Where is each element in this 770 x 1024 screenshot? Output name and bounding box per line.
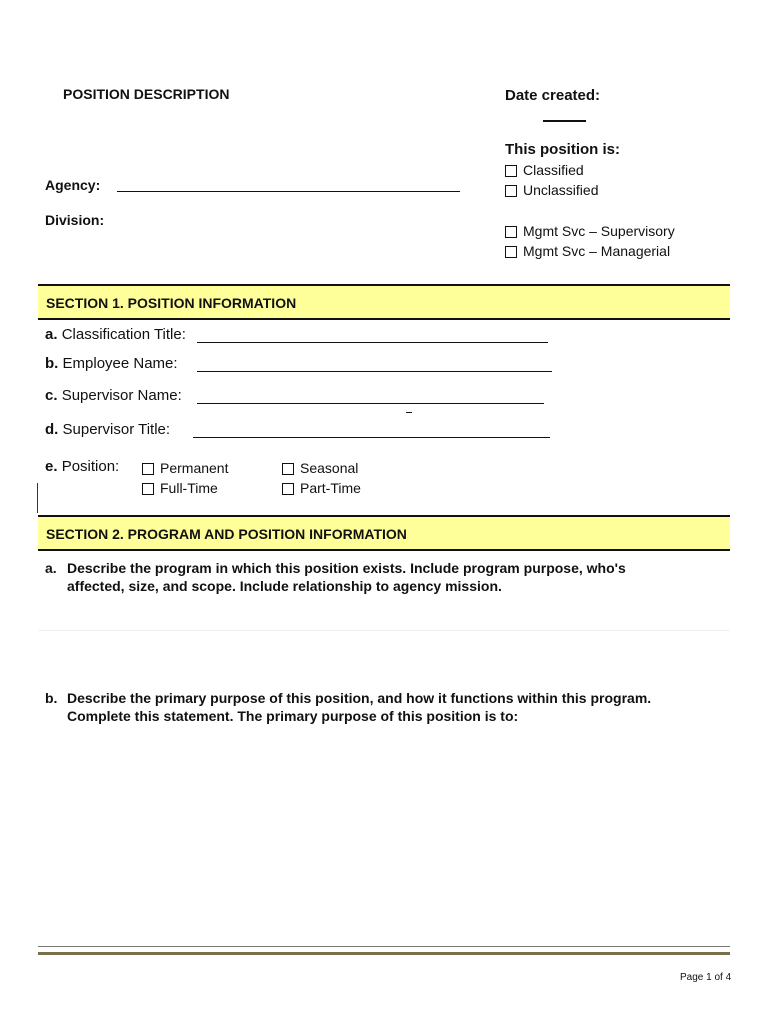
margin-mark [37,483,38,513]
item-b-letter: b. [45,690,58,706]
item-b-line1: Describe the primary purpose of this position, and how it functions within this program. [67,690,652,706]
page-number: Page 1 of 4 [680,972,732,983]
section2-title: SECTION 2. PROGRAM AND POSITION INFORMATION [46,526,407,542]
item-a-letter: a. [45,560,57,576]
checkbox-unclassified[interactable] [505,185,517,197]
field-letter: e. [45,458,58,475]
agency-field[interactable] [117,191,460,192]
checkbox-seasonal[interactable] [282,463,294,475]
supervisor-name-row [45,387,182,404]
field-letter: b. [45,355,59,372]
option-classified[interactable] [505,162,584,178]
field-letter: c. [45,387,58,404]
employee-name-row [45,355,178,372]
position-type-row [45,458,119,475]
option-seasonal[interactable] [282,460,358,476]
item-a-line2: affected, size, and scope. Include relationship to agency mission. [67,578,502,594]
checkbox-part-time[interactable] [282,483,294,495]
section2-item-a [45,559,725,595]
field-letter: a. [45,326,58,343]
classification-title-row [45,326,186,343]
checkbox-mgmt-managerial[interactable] [505,246,517,258]
position-is-label: This position is: [505,141,620,158]
checkbox-mgmt-supervisory[interactable] [505,226,517,238]
supervisor-title-row [45,421,170,438]
option-mgmt-supervisory-label: Mgmt Svc – Supervisory [523,223,675,239]
date-created-field[interactable] [543,120,586,122]
option-unclassified-label: Unclassified [523,182,599,198]
footer-rule-thick [38,952,730,955]
supervisor-name-field[interactable] [197,403,544,404]
division-label: Division: [45,212,105,228]
classification-title-label: Classification Title: [61,326,186,343]
option-unclassified[interactable] [505,182,598,198]
option-full-time[interactable] [142,480,218,496]
option-classified-label: Classified [523,162,584,178]
item-b-line1-row [45,689,735,707]
option-seasonal-label: Seasonal [300,460,359,476]
option-part-time[interactable] [282,480,361,496]
supervisor-name-label: Supervisor Name: [61,387,182,404]
answer-area-a-divider [38,630,730,631]
section1-title: SECTION 1. POSITION INFORMATION [46,295,297,311]
classification-title-field[interactable] [197,342,548,343]
section2-item-b [45,689,735,725]
stray-mark [406,412,412,413]
agency-label: Agency: [45,177,101,193]
supervisor-title-field[interactable] [193,437,550,438]
option-part-time-label: Part-Time [300,480,361,496]
option-permanent-label: Permanent [160,460,229,476]
supervisor-title-label: Supervisor Title: [62,421,171,438]
section2-header [38,515,730,551]
position-type-label: Position: [61,458,120,475]
footer-rule-thin [38,946,730,947]
date-created-label: Date created: [505,87,601,104]
employee-name-label: Employee Name: [62,355,178,372]
option-mgmt-managerial[interactable] [505,243,670,259]
section1-header [38,284,730,320]
item-b-line2: Complete this statement. The primary purpose of this position is to: [67,708,519,724]
checkbox-classified[interactable] [505,165,517,177]
item-a-line1-row [45,559,725,577]
option-mgmt-managerial-label: Mgmt Svc – Managerial [523,243,671,259]
employee-name-field[interactable] [197,371,552,372]
option-full-time-label: Full-Time [160,480,218,496]
document-title: POSITION DESCRIPTION [63,86,230,102]
option-permanent[interactable] [142,460,228,476]
field-letter: d. [45,421,59,438]
item-a-line1: Describe the program in which this position exists. Include program purpose, who's [67,560,626,576]
checkbox-full-time[interactable] [142,483,154,495]
checkbox-permanent[interactable] [142,463,154,475]
option-mgmt-supervisory[interactable] [505,223,675,239]
